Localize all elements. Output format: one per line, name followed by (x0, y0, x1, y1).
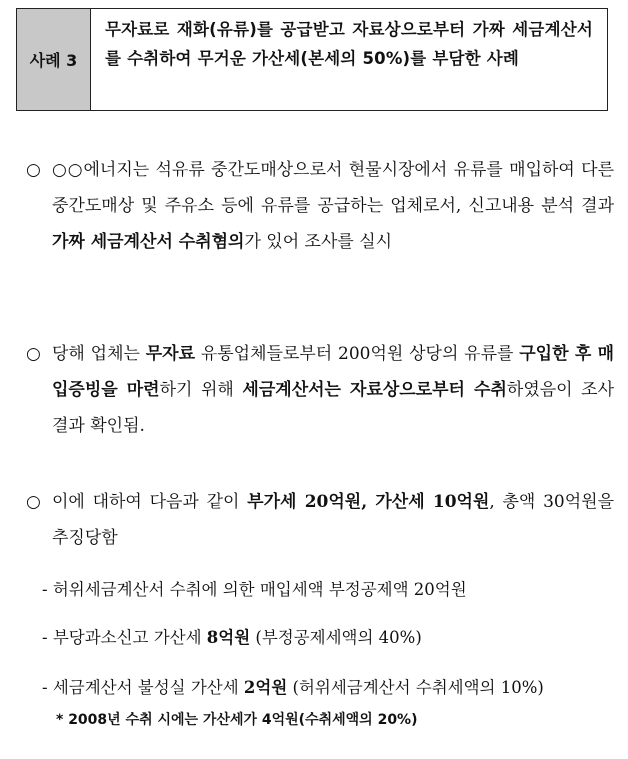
p2-bold-a: 무자료 (145, 344, 196, 364)
paragraph-2 (26, 336, 614, 444)
subitem-3-text-a: 세금계산서 불성실 가산세 (52, 678, 244, 697)
subitem-3 (42, 676, 612, 700)
bullet-icon: ○ (26, 344, 41, 364)
paragraph-1 (26, 152, 614, 260)
case-header-box (16, 8, 608, 111)
subitem-3-text-b: (허위세금계산서 수취세액의 10%) (287, 678, 544, 697)
dash-icon: - (42, 678, 48, 697)
bullet-icon: ○ (26, 492, 41, 512)
dash-icon: - (42, 628, 48, 647)
subitem-3-bold: 2억원 (243, 678, 288, 697)
paragraph-1-text (26, 152, 614, 260)
paragraph-3 (26, 484, 614, 556)
subitem-1-text: 허위세금계산서 수취에 의한 매입세액 부정공제액 20억원 (52, 580, 467, 599)
p1-text-b: 가 있어 조사를 실시 (244, 232, 393, 252)
footnote: * 2008년 수취 시에는 가산세가 4억원(수취세액의 20%) (56, 712, 418, 728)
subitem-1 (42, 578, 612, 602)
p1-text-a: ○○에너지는 석유류 중간도매상으로서 현물시장에서 유류를 매입하여 다른 중간도매상 및 주유소 등에 유류를 공급하는 업체로서, 신고내용 분석 결과 (52, 160, 614, 216)
case-label: 사례 3 (17, 9, 91, 110)
p2-bold-b: 구입한 후 매입증빙을 마련 (52, 344, 615, 400)
p3-bold-a: 부가세 20억원, 가산세 10억원 (247, 492, 490, 512)
p1-bold-a: 가짜 세금계산서 수취혐의 (52, 232, 245, 252)
case-title: 무자료로 재화(유류)를 공급받고 자료상으로부터 가짜 세금계산서를 수취하여 무거운 가산세(본세의 50%)를 부담한 사례 (105, 20, 593, 68)
p2-bold-c: 세금계산서는 자료상으로부터 수취 (242, 380, 507, 400)
dash-icon: - (42, 580, 48, 599)
subitem-2-text-b: (부정공제세액의 40%) (250, 628, 422, 647)
paragraph-3-text (26, 484, 614, 556)
paragraph-2-text (26, 336, 614, 444)
p2-text-a: 당해 업체는 (52, 344, 146, 364)
subitem-2-text-a: 부당과소신고 가산세 (52, 628, 207, 647)
subitem-2-bold: 8억원 (206, 628, 251, 647)
bullet-icon: ○ (26, 160, 41, 180)
p3-text-a: 이에 대하여 다음과 같이 (52, 492, 248, 512)
p2-text-d: 하였음이 조사 결과 확인됨. (52, 380, 614, 436)
subitem-2 (42, 626, 612, 650)
p2-text-c: 하기 위해 (159, 380, 243, 400)
p3-text-b: , 총액 30억원을 추징당함 (52, 492, 614, 548)
p2-text-b: 유통업체들로부터 200억원 상당의 유류를 (195, 344, 520, 364)
